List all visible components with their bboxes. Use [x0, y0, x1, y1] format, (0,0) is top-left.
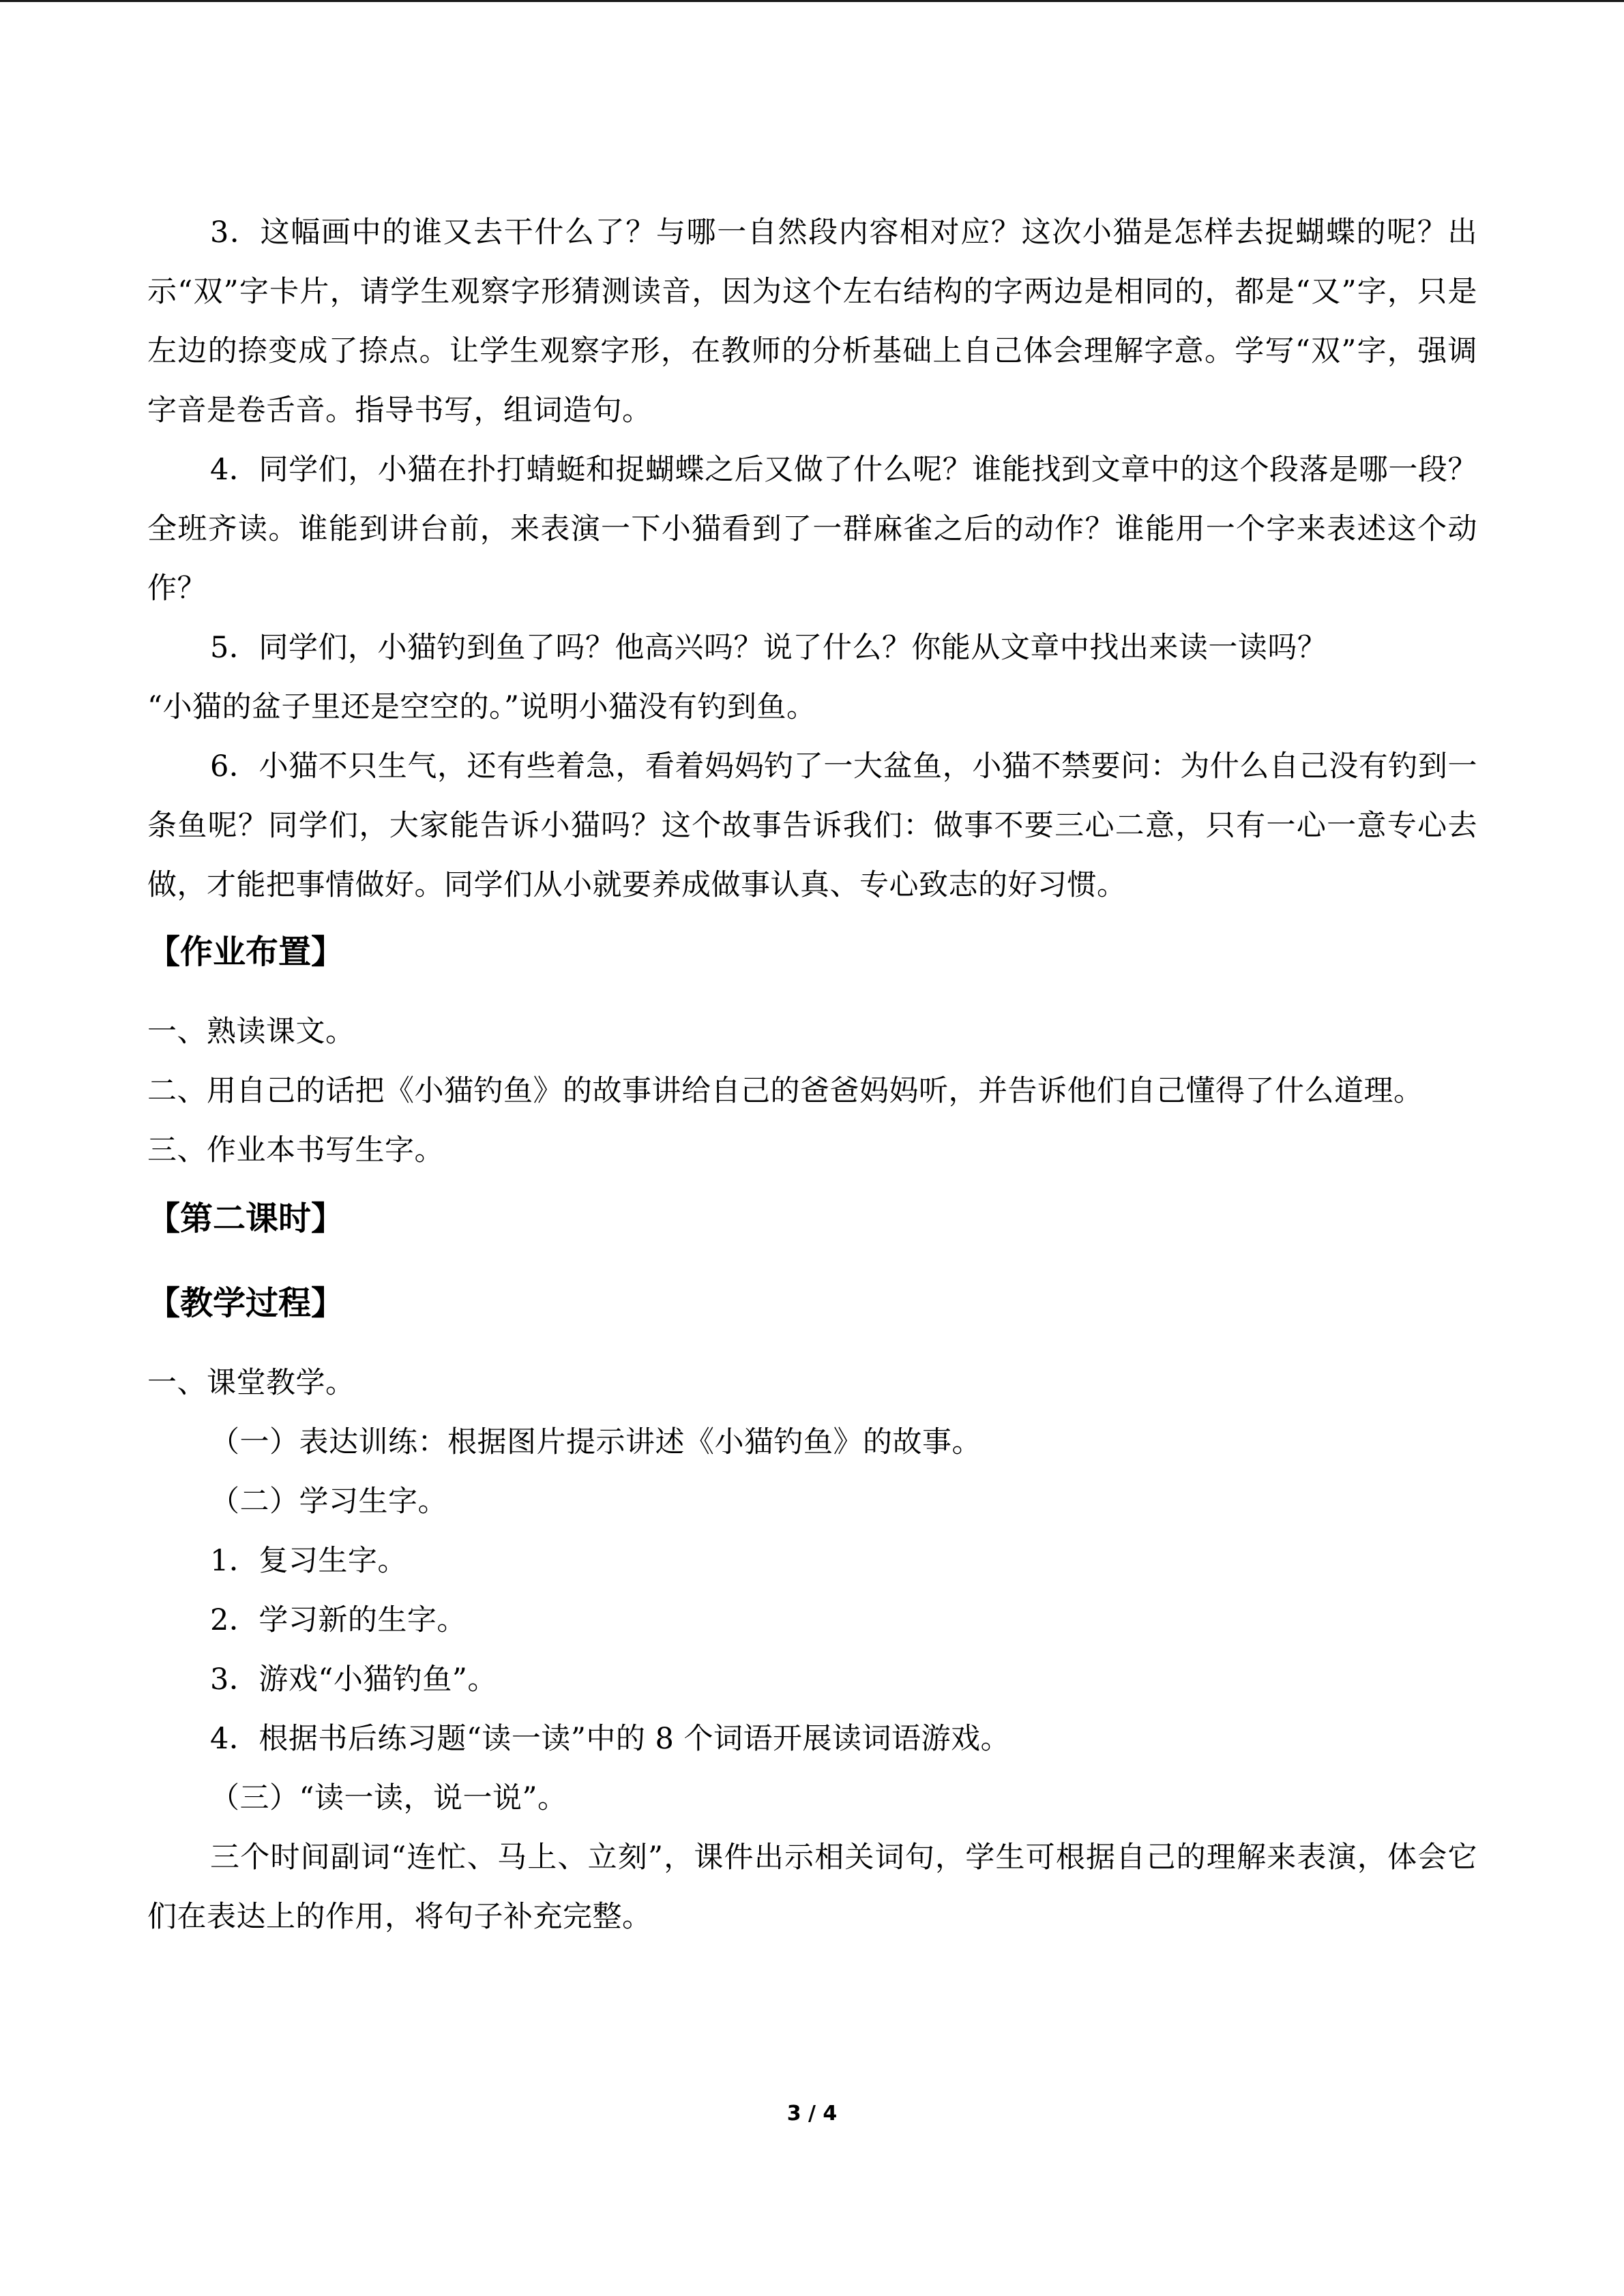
assignment-item-2: 二、用自己的话把《小猫钓鱼》的故事讲给自己的爸爸妈妈听，并告诉他们自己懂得了什么道理。 [147, 1074, 1423, 1108]
second-lesson-heading: 【第二课时】 [147, 1199, 344, 1238]
process-step-4: 4．根据书后练习题“读一读”中的 8 个词语开展读词语游戏。 [210, 1722, 1011, 1756]
process-step-2: 2．学习新的生字。 [210, 1603, 467, 1637]
process-sub-3: （三）“读一读，说一说”。 [210, 1781, 567, 1815]
paragraph-6: 6．小猫不只生气，还有些着急，看着妈妈钓了一大盆鱼，小猫不禁要问：为什么自己没有钓到一条鱼呢？同学们，大家能告诉小猫吗？这个故事告诉我们：做事不要三心二意，只有一心一意专心去做，才能把事情做好。同学们从小就要养成做事认真、专心致志的好习惯。 [147, 749, 1477, 902]
assignment-item-1: 一、熟读课文。 [147, 1015, 355, 1049]
paragraph-5-quote: “小猫的盆子里还是空空的。”说明小猫没有钓到鱼。 [147, 690, 816, 724]
top-border-line [0, 0, 1624, 2]
document-page [147, 203, 1477, 1947]
process-sub-2: （二）学习生字。 [210, 1485, 447, 1519]
paragraph-3: 3．这幅画中的谁又去干什么了？与哪一自然段内容相对应？这次小猫是怎样去捉蝴蝶的呢？出示“双”字卡片，请学生观察字形猜测读音，因为这个左右结构的字两边是相同的，都是“又”字，只是左边的捺变成了捺点。让学生观察字形，在教师的分析基础上自己体会理解字意。学写“双”字，强调字音是卷舌音。指导书写，组词造句。 [147, 215, 1477, 428]
process-intro: 一、课堂教学。 [147, 1366, 355, 1400]
paragraph-4: 4．同学们，小猫在扑打蜻蜓和捉蝴蝶之后又做了什么呢？谁能找到文章中的这个段落是哪一段？全班齐读。谁能到讲台前，来表演一下小猫看到了一群麻雀之后的动作？谁能用一个字来表述这个动作？ [147, 453, 1477, 606]
assignment-heading: 【作业布置】 [147, 933, 344, 971]
process-sub-1: （一）表达训练：根据图片提示讲述《小猫钓鱼》的故事。 [210, 1425, 981, 1459]
process-final-paragraph: 三个时间副词“连忙、马上、立刻”，课件出示相关词句，学生可根据自己的理解来表演，体会它们在表达上的作用，将句子补充完整。 [147, 1840, 1477, 1934]
paragraph-5: 5．同学们，小猫钓到鱼了吗？他高兴吗？说了什么？你能从文章中找出来读一读吗？ [210, 631, 1327, 665]
assignment-item-3: 三、作业本书写生字。 [147, 1133, 444, 1167]
page-number: 3 / 4 [786, 2102, 838, 2126]
teaching-process-heading: 【教学过程】 [147, 1284, 344, 1322]
process-step-3: 3．游戏“小猫钓鱼”。 [210, 1663, 497, 1697]
process-step-1: 1．复习生字。 [210, 1544, 407, 1578]
